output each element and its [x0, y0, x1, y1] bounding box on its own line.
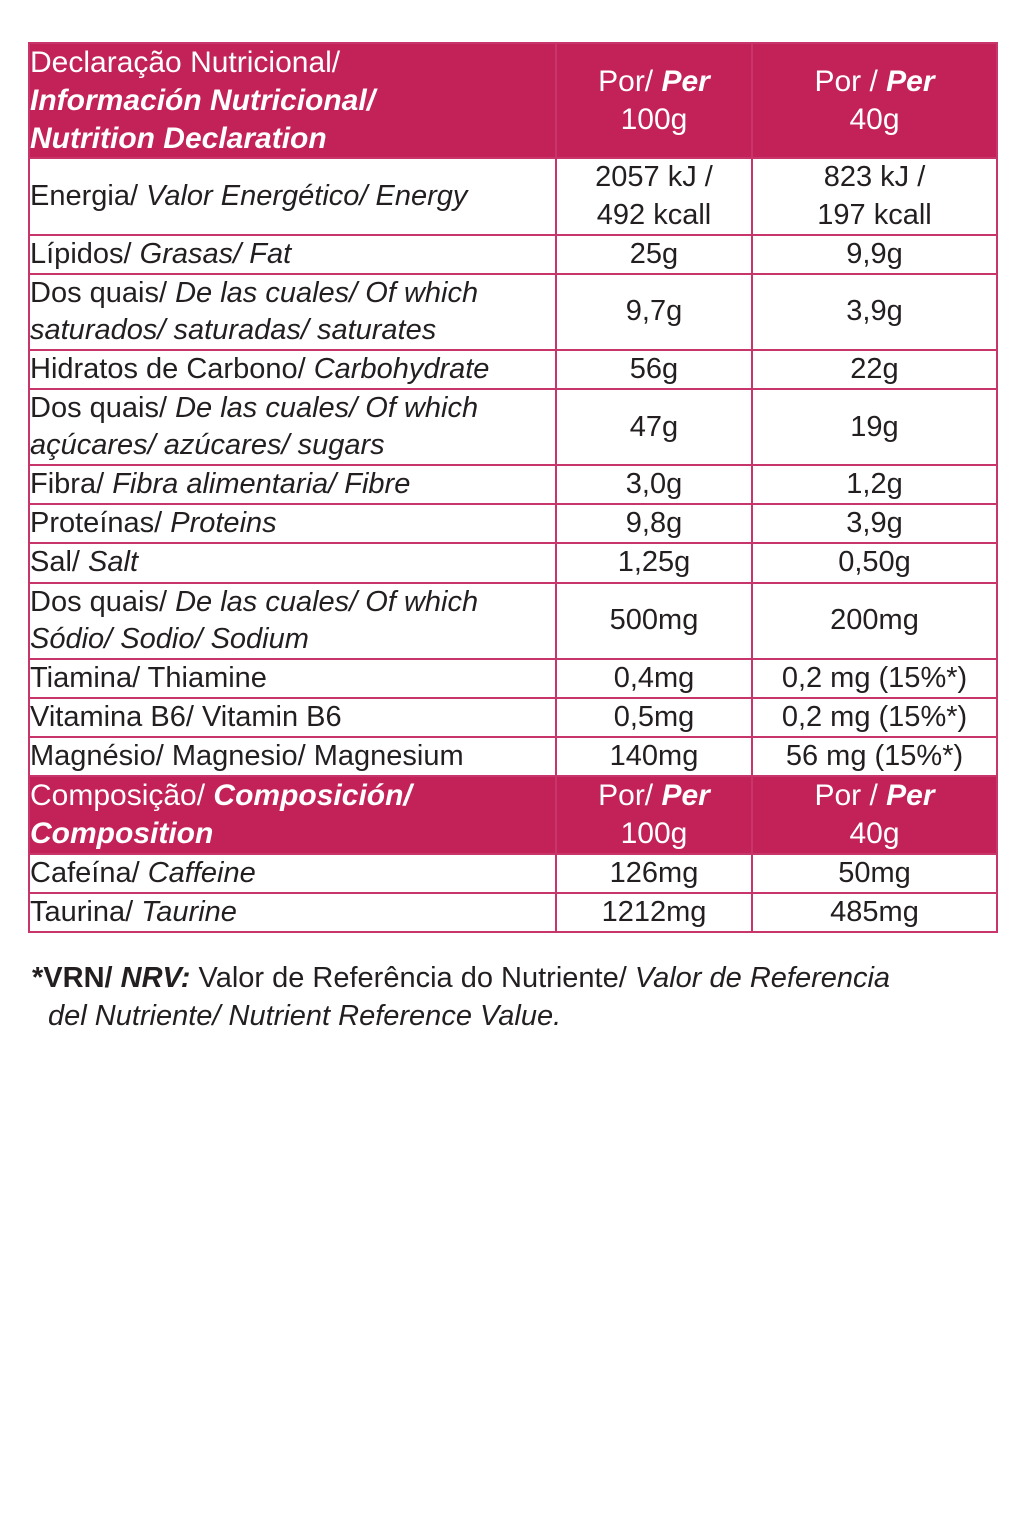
nutrition-header-per40g-prefix: Por /: [814, 64, 887, 98]
composition-header-per40g-prefix: Por /: [814, 779, 887, 813]
table-row: [29, 737, 997, 776]
nutrient-value-per40g: 3,9g: [752, 504, 997, 543]
nutrient-value-per100g: 0,5mg: [556, 698, 752, 737]
nutrient-name-italic: De las cuales/ Of which Sódio/ Sodio/ Sodium: [30, 585, 479, 655]
table-row: [29, 389, 997, 465]
nutrient-value-per100g: 9,8g: [556, 504, 752, 543]
nutrition-table-header-row: [29, 43, 997, 158]
value-line1: 2057 kJ /: [595, 161, 713, 194]
nutrient-value-per100g: [556, 158, 752, 234]
nutrient-value-per40g: 0,2 mg (15%*): [752, 659, 997, 698]
table-row: [29, 583, 997, 659]
nutrient-name-plain: Energia/: [30, 179, 147, 212]
composition-value-per100g: 1212mg: [556, 893, 752, 932]
footnote-text-pt: Valor de Referência do Nutriente/: [190, 961, 635, 994]
nutrition-header-per100g-prefix: Por/: [598, 64, 662, 98]
nutrient-name: [29, 583, 556, 659]
table-row: [29, 698, 997, 737]
nutrient-value-per100g: 3,0g: [556, 465, 752, 504]
composition-name-plain: Taurina/: [30, 895, 142, 928]
composition-value-per40g: 50mg: [752, 854, 997, 893]
nutrient-value-per100g: 25g: [556, 235, 752, 274]
nutrient-name-italic: Grasas/ Fat: [139, 237, 292, 270]
footnote-text-en: del Nutriente/ Nutrient Reference Value.: [48, 1000, 562, 1033]
nutrition-declaration-table: [28, 42, 998, 933]
nutrient-name: [29, 543, 556, 582]
nutrient-name-italic: Salt: [88, 546, 139, 579]
composition-name-italic: Taurine: [141, 895, 237, 928]
table-row: [29, 235, 997, 274]
nutrient-name-plain: Sal/: [30, 546, 89, 579]
nutrient-value-per100g: 47g: [556, 389, 752, 465]
footnote-vrn: VRN/: [43, 961, 121, 994]
nutrition-header-per40g: [752, 43, 997, 158]
nutrient-name-plain: Lípidos/: [30, 237, 140, 270]
nutrient-name-italic: De las cuales/ Of which açúcares/ azúcares/ sugars: [30, 392, 479, 462]
composition-header-per40g-per: Per: [886, 779, 935, 813]
table-row: [29, 504, 997, 543]
nutrient-value-per40g: 9,9g: [752, 235, 997, 274]
nutrient-value-per100g: 56g: [556, 350, 752, 389]
nutrient-name: [29, 235, 556, 274]
value-line2: 492 kcall: [596, 198, 712, 231]
nutrient-name-italic: Proteins: [170, 507, 277, 540]
composition-header-label-es-en: Composición/ Composition: [30, 779, 412, 850]
nutrient-name: [29, 158, 556, 234]
composition-header-per100g: [556, 776, 752, 854]
table-row: [29, 274, 997, 350]
footnote: [28, 959, 992, 1036]
nutrient-value-per100g: 1,25g: [556, 543, 752, 582]
value-line2: 197 kcall: [817, 198, 932, 231]
nutrient-value-per100g: 500mg: [556, 583, 752, 659]
table-row: [29, 158, 997, 234]
composition-name-italic: Caffeine: [147, 856, 256, 889]
nutrient-name-plain: Dos quais/: [30, 276, 176, 309]
composition-name: [29, 854, 556, 893]
nutrient-name-plain: Hidratos de Carbono/: [30, 352, 314, 385]
composition-header-label: [29, 776, 556, 854]
nutrient-value-per100g: 0,4mg: [556, 659, 752, 698]
nutrient-name-plain: Dos quais/: [30, 392, 176, 425]
nutrient-name: [29, 350, 556, 389]
composition-table-header-row: [29, 776, 997, 854]
table-row: [29, 893, 997, 932]
nutrient-name-italic: Carbohydrate: [313, 352, 490, 385]
nutrient-name-italic: Valor Energético/ Energy: [146, 179, 468, 212]
nutrient-value-per100g: 9,7g: [556, 274, 752, 350]
nutrition-header-per100g: [556, 43, 752, 158]
value-line1: 823 kJ /: [823, 161, 926, 194]
nutrient-value-per100g: 140mg: [556, 737, 752, 776]
table-row: [29, 543, 997, 582]
nutrient-name-italic: Fibra alimentaria/ Fibre: [112, 468, 411, 501]
nutrient-name-plain: Fibra/: [30, 468, 113, 501]
nutrition-header-per40g-amount: 40g: [849, 102, 900, 136]
composition-value-per40g: 485mg: [752, 893, 997, 932]
nutrient-value-per40g: 56 mg (15%*): [752, 737, 997, 776]
composition-header-per40g-amount: 40g: [849, 816, 900, 850]
nutrient-value-per40g: 1,2g: [752, 465, 997, 504]
table-row: [29, 659, 997, 698]
composition-header-per40g: [752, 776, 997, 854]
nutrient-value-per40g: 0,50g: [752, 543, 997, 582]
nutrient-value-per40g: 19g: [752, 389, 997, 465]
composition-header-label-pt: Composição/: [30, 779, 214, 813]
nutrient-name: Magnésio/ Magnesio/ Magnesium: [29, 737, 556, 776]
composition-value-per100g: 126mg: [556, 854, 752, 893]
nutrition-header-label-es: Información Nutricional/: [30, 83, 376, 117]
nutrition-header-per100g-amount: 100g: [620, 102, 688, 136]
nutrient-name-plain: Proteínas/: [30, 507, 171, 540]
nutrient-name: [29, 274, 556, 350]
nutrient-value-per40g: 200mg: [752, 583, 997, 659]
footnote-text-es: Valor de Referencia: [634, 961, 891, 994]
composition-name-plain: Cafeína/: [30, 856, 148, 889]
nutrition-header-label-pt: Declaração Nutricional/: [30, 46, 341, 79]
nutrient-value-per40g: [752, 158, 997, 234]
nutrient-name: [29, 504, 556, 543]
composition-name: [29, 893, 556, 932]
nutrient-value-per40g: 0,2 mg (15%*): [752, 698, 997, 737]
nutrition-header-label: [29, 43, 556, 158]
nutrition-header-per100g-per: Per: [661, 64, 710, 98]
table-row: [29, 350, 997, 389]
composition-header-per100g-prefix: Por/: [598, 779, 662, 813]
table-row: [29, 854, 997, 893]
footnote-asterisk: *: [32, 961, 44, 994]
nutrient-name-plain: Dos quais/: [30, 585, 176, 618]
nutrition-header-label-en: Nutrition Declaration: [30, 121, 327, 155]
nutrient-name-italic: De las cuales/ Of which saturados/ saturadas/ saturates: [30, 276, 479, 346]
nutrient-name: Vitamina B6/ Vitamin B6: [29, 698, 556, 737]
composition-header-per100g-amount: 100g: [620, 816, 688, 850]
footnote-nrv: NRV:: [120, 961, 191, 994]
nutrient-name: [29, 389, 556, 465]
nutrient-value-per40g: 22g: [752, 350, 997, 389]
table-row: [29, 465, 997, 504]
nutrition-header-per40g-per: Per: [886, 64, 935, 98]
nutrient-value-per40g: 3,9g: [752, 274, 997, 350]
nutrient-name: Tiamina/ Thiamine: [29, 659, 556, 698]
nutrient-name: [29, 465, 556, 504]
composition-header-per100g-per: Per: [661, 779, 710, 813]
